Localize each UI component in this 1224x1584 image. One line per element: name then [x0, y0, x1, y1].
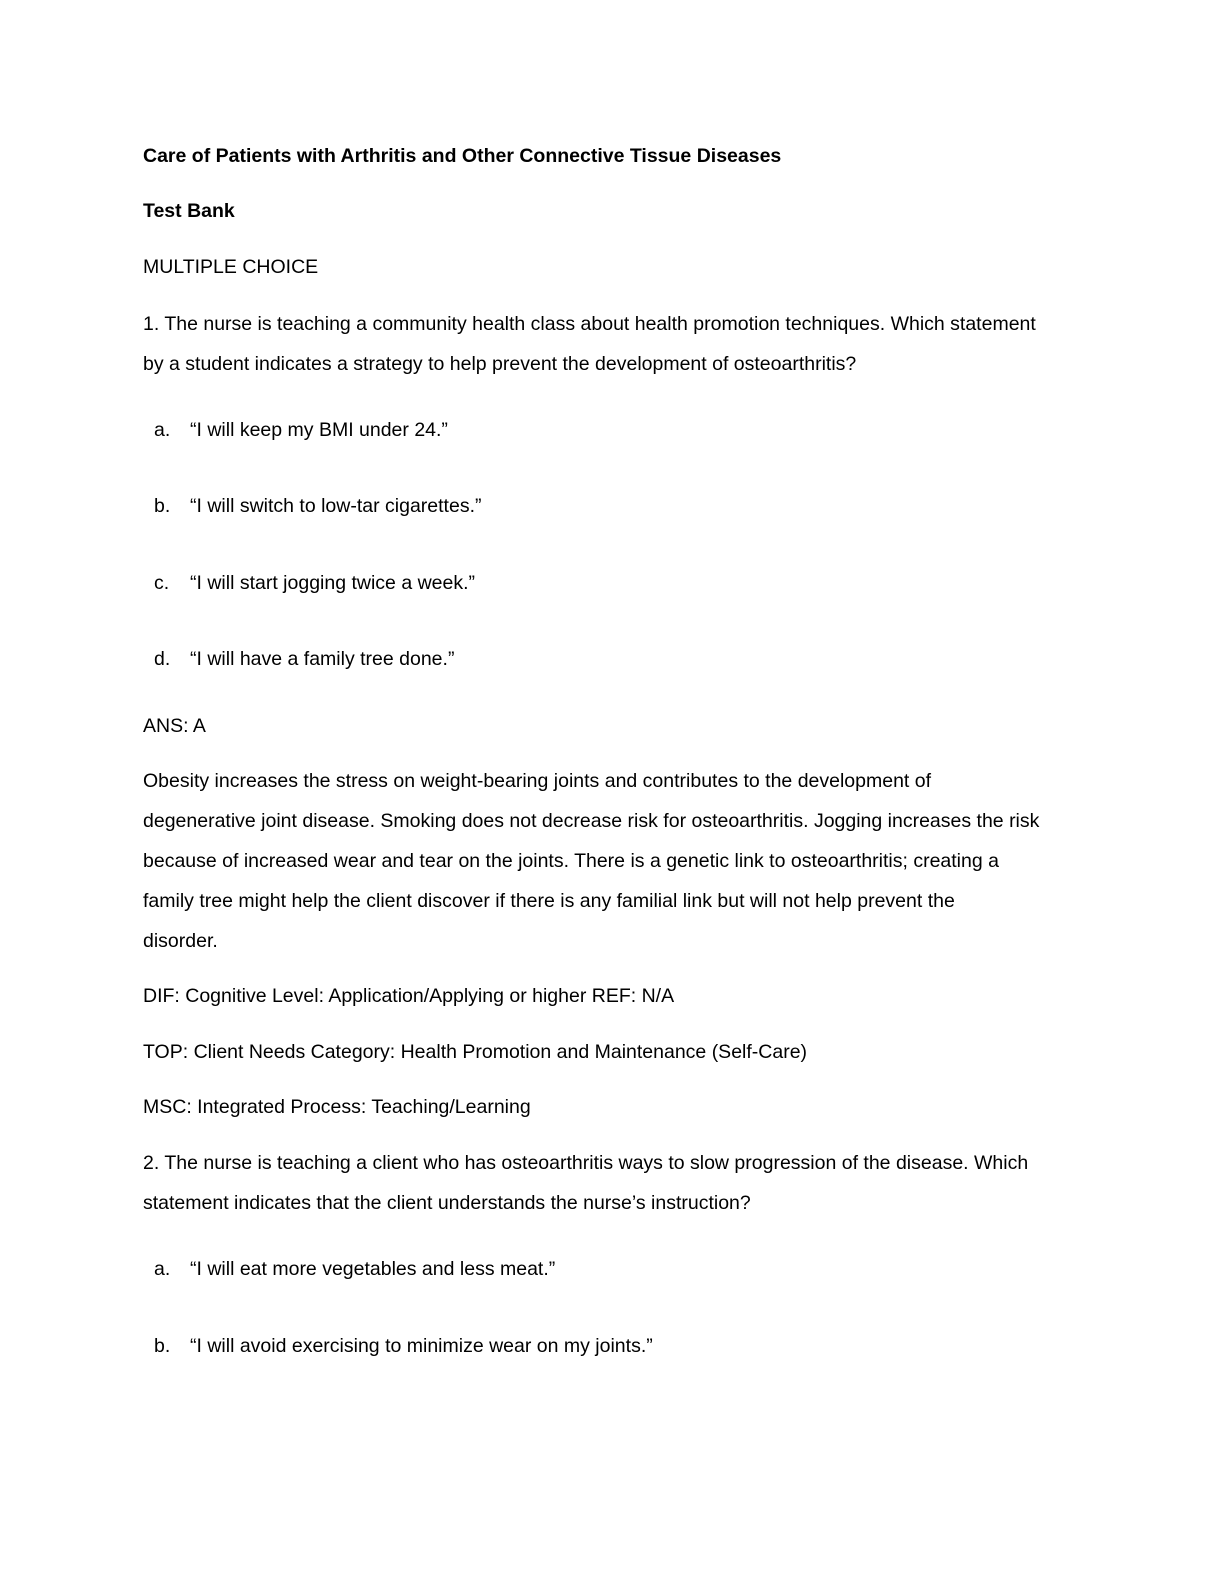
rationale-line-2: degenerative joint disease. Smoking does not decrease risk for osteoarthritis. Jogging increases the risk: [143, 810, 1040, 832]
rationale-line-3: because of increased wear and tear on the joints. There is a genetic link to osteoarthritis; creating a: [143, 850, 999, 872]
question-2-stem-line-2: statement indicates that the client understands the nurse’s instruction?: [143, 1192, 751, 1214]
option-letter: c.: [154, 572, 170, 594]
option-text: “I will eat more vegetables and less meat.”: [190, 1258, 556, 1280]
rationale-line-1: Obesity increases the stress on weight-bearing joints and contributes to the development of: [143, 770, 932, 792]
option-letter: a.: [154, 419, 171, 441]
option-text: “I will avoid exercising to minimize wear on my joints.”: [190, 1335, 653, 1357]
question-1-stem-line-2: by a student indicates a strategy to help prevent the development of osteoarthritis?: [143, 353, 857, 375]
rationale-line-4: family tree might help the client discover if there is any familial link but will not help prevent the: [143, 890, 955, 912]
option-letter: b.: [154, 1335, 171, 1357]
document-title: Care of Patients with Arthritis and Other Connective Tissue Diseases: [143, 145, 782, 167]
rationale-line-5: disorder.: [143, 930, 218, 952]
option-text: “I will switch to low-tar cigarettes.”: [190, 495, 482, 517]
question-1-difficulty: DIF: Cognitive Level: Application/Applying or higher REF: N/A: [143, 985, 675, 1007]
option-letter: d.: [154, 648, 171, 670]
option-text: “I will keep my BMI under 24.”: [190, 419, 448, 441]
document-subtitle: Test Bank: [143, 200, 235, 222]
question-1-stem-line-1: 1. The nurse is teaching a community health class about health promotion techniques. Which statement: [143, 313, 1036, 335]
option-letter: b.: [154, 495, 171, 517]
option-text: “I will have a family tree done.”: [190, 648, 455, 670]
option-text: “I will start jogging twice a week.”: [190, 572, 476, 594]
question-1-topic: TOP: Client Needs Category: Health Promotion and Maintenance (Self-Care): [143, 1041, 808, 1063]
question-1-msc: MSC: Integrated Process: Teaching/Learning: [143, 1096, 531, 1118]
section-heading: MULTIPLE CHOICE: [143, 256, 319, 278]
question-1-answer: ANS: A: [143, 715, 206, 737]
question-2-stem-line-1: 2. The nurse is teaching a client who has osteoarthritis ways to slow progression of the disease. Which: [143, 1152, 1029, 1174]
option-letter: a.: [154, 1258, 171, 1280]
